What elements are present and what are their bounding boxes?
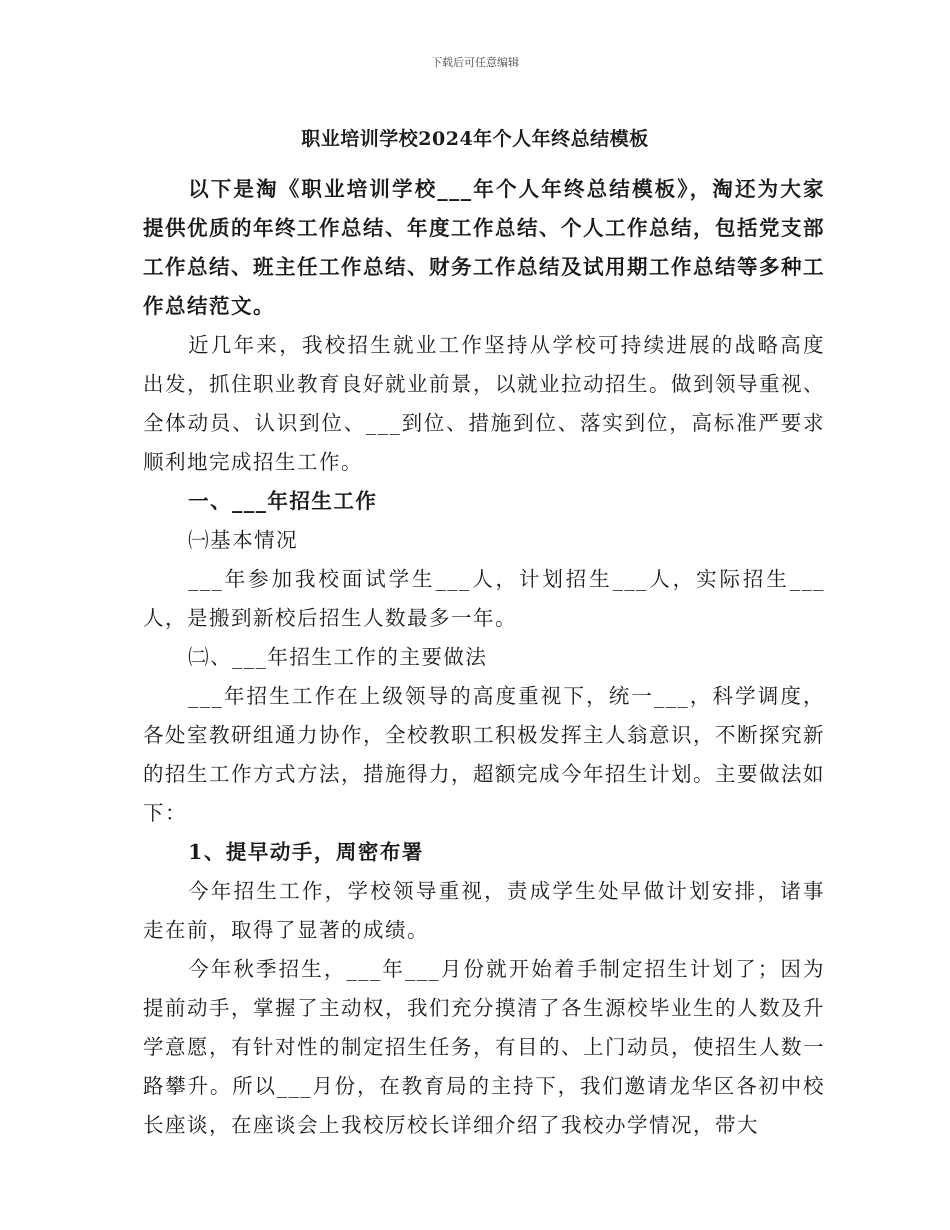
intro-paragraph: 以下是淘《职业培训学校___年个人年终总结模板》，淘还为大家提供优质的年终工作总结、年度工作总结、个人工作总结，包括党支部工作总结、班主任工作总结、财务工作总结及试用期工作总结等多种工作总结范文。 <box>143 177 825 318</box>
header-note: 下载后可任意编辑 <box>431 56 519 69</box>
body-paragraph: 近几年来，我校招生就业工作坚持从学校可持续进展的战略高度出发，抓住职业教育良好就业前景，以就业拉动招生。做到领导重视、全体动员、认识到位、___到位、措施到位、落实到位，高标准严要求顺利地完成招生工作。 <box>143 333 825 474</box>
body-paragraph: 今年招生工作，学校领导重视，责成学生处早做计划安排，诸事走在前，取得了显著的成绩。 <box>143 879 825 942</box>
point-heading: 1、提早动手，周密布署 <box>188 840 424 864</box>
body-paragraph: ___年招生工作在上级领导的高度重视下，统一___，科学调度，各处室教研组通力协作，全校教职工积极发挥主人翁意识，不断探究新的招生工作方式方法，措施得力，超额完成今年招生计划。主要做法如下： <box>143 684 825 825</box>
subsection-heading: ㈡、___年招生工作的主要做法 <box>188 645 488 669</box>
subsection-heading: ㈠基本情况 <box>188 528 299 552</box>
document-title: 职业培训学校2024年个人年终总结模板 <box>301 128 649 150</box>
document-body <box>143 170 825 1145</box>
body-paragraph: ___年参加我校面试学生___人，计划招生___人，实际招生___人，是搬到新校后招生人数最多一年。 <box>143 567 825 630</box>
section-heading: 一、___年招生工作 <box>188 489 378 513</box>
body-paragraph: 今年秋季招生，___年___月份就开始着手制定招生计划了；因为提前动手，掌握了主动权，我们充分摸清了各生源校毕业生的人数及升学意愿，有针对性的制定招生任务，有目的、上门动员，使招生人数一路攀升。所以___月份，在教育局的主持下，我们邀请龙华区各初中校长座谈，在座谈会上我校厉校长详细介绍了我校办学情况，带大 <box>143 957 825 1137</box>
